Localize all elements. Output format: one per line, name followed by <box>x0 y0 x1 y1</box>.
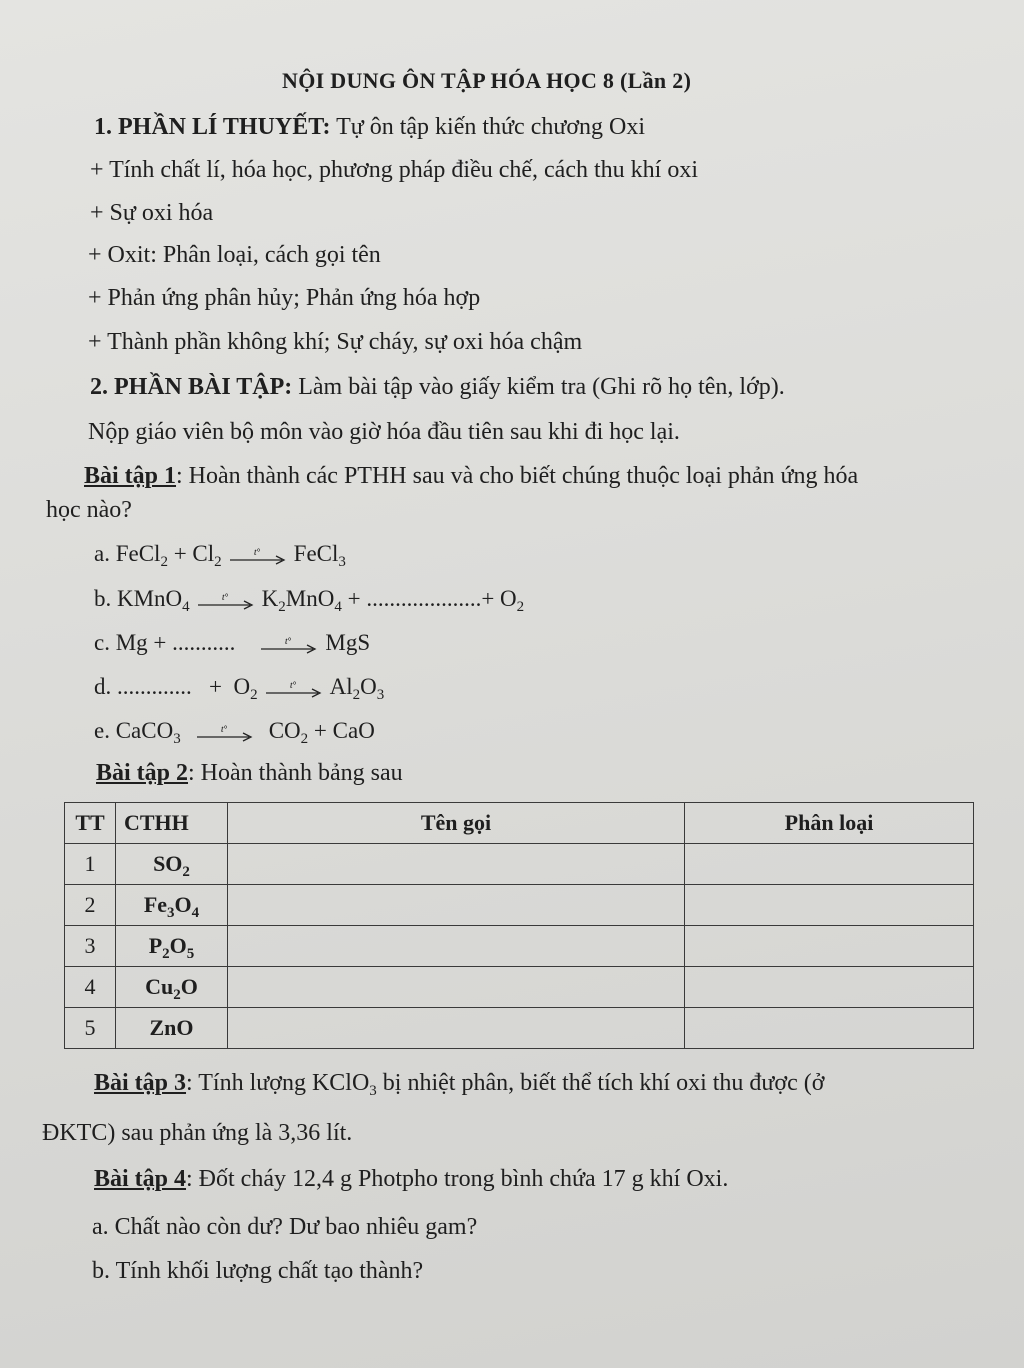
reaction-arrow-icon <box>264 679 324 699</box>
theory-intro: Tự ôn tập kiến thức chương Oxi <box>336 114 646 140</box>
eq-right: $Al_2O_3$ <box>329 674 385 703</box>
table-row <box>65 926 974 967</box>
eq-right: MgS <box>325 630 371 655</box>
table-header-row <box>65 803 974 844</box>
row-category-cell[interactable] <box>685 1008 974 1049</box>
row-name-cell[interactable] <box>228 967 685 1008</box>
eq-right: $CO_2$ + CaO <box>268 718 375 747</box>
arrow-label: t° <box>253 546 260 557</box>
theory-heading-line <box>94 114 645 141</box>
equation-c <box>94 630 370 656</box>
exercise-heading: 2. PHẦN BÀI TẬP: <box>90 374 293 400</box>
arrow-label: t° <box>220 723 227 734</box>
equation-a <box>94 541 346 570</box>
oxide-table <box>64 802 974 1049</box>
eq-prefix: a. <box>94 541 116 566</box>
row-name-cell[interactable] <box>228 926 685 967</box>
ex3-text: : Tính lượng KClO$_3$ bị nhiệt phân, biết thể tích khí oxi thu được (ở <box>186 1070 825 1099</box>
ex2-text: : Hoàn thành bảng sau <box>188 760 403 786</box>
eq-prefix: c. <box>94 630 116 655</box>
row-category-cell[interactable] <box>685 844 974 885</box>
table-row <box>65 967 974 1008</box>
row-formula: $P_2O_5$ <box>116 926 228 967</box>
exercise-heading-line <box>90 374 785 401</box>
page-title: NỘI DUNG ÔN TẬP HÓA HỌC 8 (Lần 2) <box>282 68 692 93</box>
ex1-text-cont: học nào? <box>46 497 132 523</box>
eq-prefix: b. <box>94 586 117 611</box>
row-name-cell[interactable] <box>228 885 685 926</box>
equation-b <box>94 586 525 615</box>
eq-right: $K_2MnO_4$ + ....................+ $O_2$ <box>261 586 525 615</box>
exercise-note: Nộp giáo viên bộ môn vào giờ hóa đầu tiên sau khi đi học lại. <box>88 419 680 445</box>
equation-e <box>94 718 375 747</box>
row-number: 3 <box>65 926 116 967</box>
theory-item: + Thành phần không khí; Sự cháy, sự oxi hóa chậm <box>88 329 583 355</box>
row-category-cell[interactable] <box>685 967 974 1008</box>
reaction-arrow-icon <box>228 546 288 566</box>
eq-right: FeCl$_3$ <box>293 541 346 570</box>
eq-left: ............. + $O_2$ <box>117 674 258 703</box>
row-number: 5 <box>65 1008 116 1049</box>
row-number: 4 <box>65 967 116 1008</box>
ex4-text: : Đốt cháy 12,4 g Photpho trong bình chứa 17 g khí Oxi. <box>186 1166 729 1192</box>
theory-item: + Tính chất lí, hóa học, phương pháp điều chế, cách thu khí oxi <box>90 157 698 183</box>
reaction-arrow-icon <box>259 635 319 655</box>
eq-prefix: d. <box>94 674 117 699</box>
table-row <box>65 844 974 885</box>
eq-prefix: e. <box>94 718 116 743</box>
ex3-label: Bài tập 3 <box>94 1070 187 1096</box>
ex4-question-a: a. Chất nào còn dư? Dư bao nhiêu gam? <box>92 1214 478 1240</box>
ex2-prompt <box>96 760 403 787</box>
row-name-cell[interactable] <box>228 1008 685 1049</box>
table-header-formula: CTHH <box>116 803 228 844</box>
arrow-label: t° <box>289 679 296 690</box>
row-formula: $SO_2$ <box>116 844 228 885</box>
table-row <box>65 1008 974 1049</box>
ex1-text: : Hoàn thành các PTHH sau và cho biết chúng thuộc loại phản ứng hóa <box>176 463 859 489</box>
table-header-name: Tên gọi <box>228 803 685 844</box>
ex4-question-b: b. Tính khối lượng chất tạo thành? <box>92 1258 424 1284</box>
ex1-label: Bài tập 1 <box>84 463 177 489</box>
table-header-category: Phân loại <box>685 803 974 844</box>
theory-item: + Phản ứng phân hủy; Phản ứng hóa hợp <box>88 285 481 311</box>
arrow-label: t° <box>285 635 292 646</box>
equation-d <box>94 674 385 703</box>
row-name-cell[interactable] <box>228 844 685 885</box>
row-formula: $Fe_3O_4$ <box>116 885 228 926</box>
row-category-cell[interactable] <box>685 926 974 967</box>
eq-left: FeCl$_2$ + $Cl_2$ <box>115 541 222 570</box>
table-header-tt: TT <box>65 803 116 844</box>
row-formula: $Cu_2O$ <box>116 967 228 1008</box>
eq-left: KMnO$_4$ <box>117 586 190 615</box>
ex3-text-cont: ĐKTC) sau phản ứng là 3,36 lít. <box>42 1120 353 1146</box>
eq-left: CaCO$_3$ <box>115 718 181 747</box>
reaction-arrow-icon <box>195 723 255 743</box>
eq-left: Mg + ........... <box>115 630 236 655</box>
table-row <box>65 885 974 926</box>
ex4-prompt <box>94 1166 728 1193</box>
ex1-prompt <box>84 463 858 490</box>
row-number: 1 <box>65 844 116 885</box>
theory-heading: 1. PHẦN LÍ THUYẾT: <box>94 114 331 140</box>
arrow-label: t° <box>221 591 228 602</box>
row-number: 2 <box>65 885 116 926</box>
theory-item: + Sự oxi hóa <box>90 200 214 226</box>
ex3-prompt <box>94 1070 824 1097</box>
exercise-intro: Làm bài tập vào giấy kiểm tra (Ghi rõ họ tên, lớp). <box>298 374 785 400</box>
ex2-label: Bài tập 2 <box>96 760 189 786</box>
theory-item: + Oxit: Phân loại, cách gọi tên <box>88 242 381 268</box>
row-formula: ZnO <box>116 1008 228 1049</box>
row-category-cell[interactable] <box>685 885 974 926</box>
ex4-label: Bài tập 4 <box>94 1166 187 1192</box>
reaction-arrow-icon <box>196 591 256 611</box>
